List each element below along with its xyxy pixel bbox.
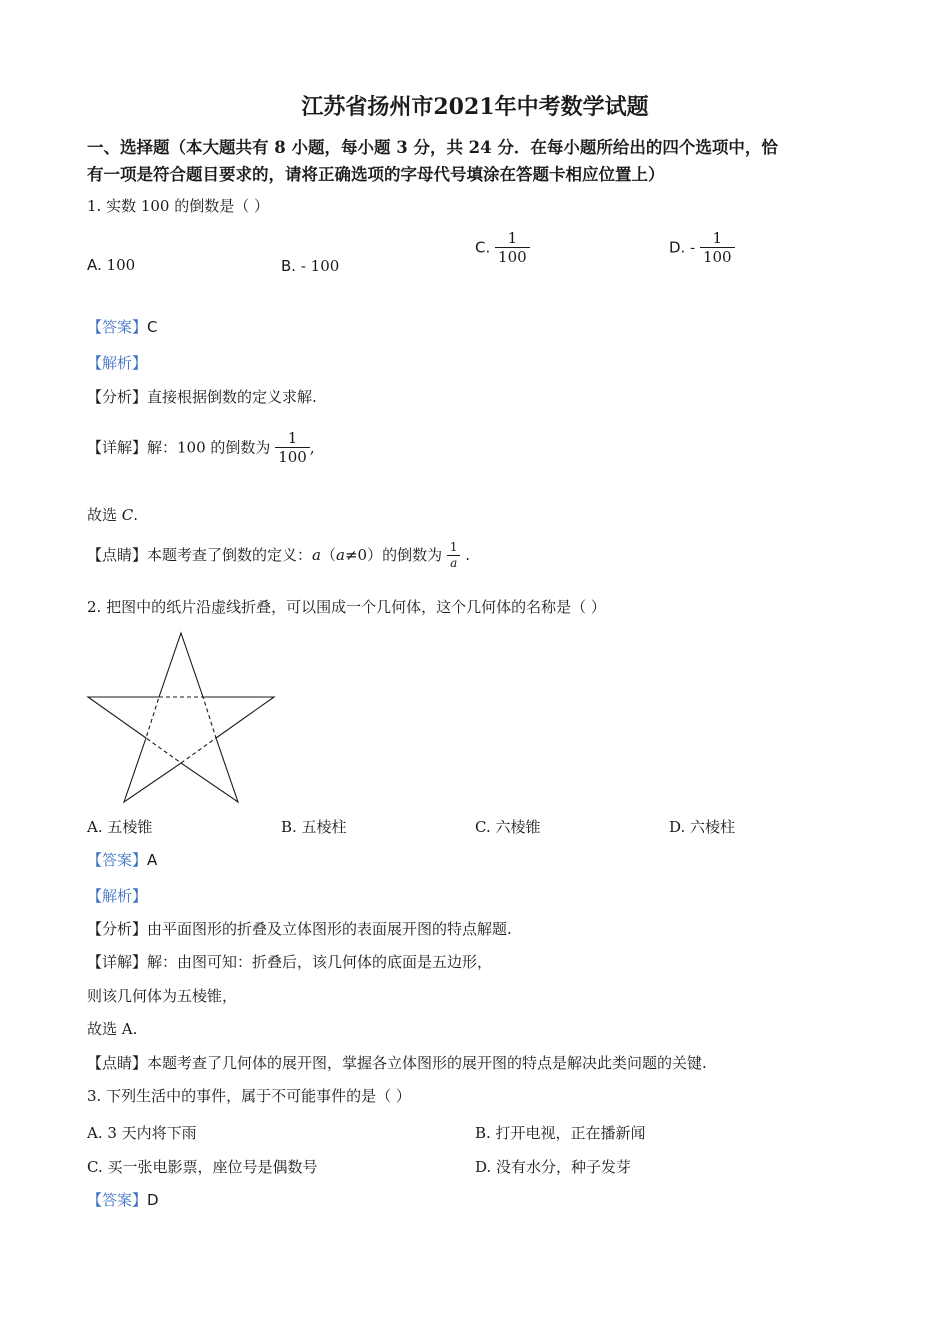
xiangjie-tag: 【详解】	[87, 953, 148, 971]
q2-answer-value: A	[147, 851, 158, 869]
q1-option-d-letter: D.	[669, 238, 686, 257]
q2-xiangjie-line2: 则该几何体为五棱锥，	[87, 987, 238, 1005]
q3-option-a: A. 3 天内将下雨	[87, 1124, 197, 1142]
q2-option-b: B. 五棱柱	[281, 818, 347, 836]
q1-option-d	[669, 230, 735, 267]
q1-dianjing-a: a	[312, 545, 321, 564]
section-heading-line1: 一、选择题（本大题共有 8 小题，每小题 3 分，共 24 分．在每小题所给出的四个选项中，恰	[87, 138, 778, 157]
xiangjie-tag: 【详解】	[87, 438, 148, 457]
q1-stem: 1. 实数 100 的倒数是（ ）	[87, 197, 270, 215]
q1-xiangjie-text: 解：100 的倒数为	[147, 438, 271, 457]
q1-answer-value: C	[147, 318, 158, 336]
star-outline	[88, 633, 274, 802]
q3-option-d: D. 没有水分，种子发芽	[475, 1158, 632, 1176]
q2-dianjing	[87, 1052, 707, 1073]
q1-guxuan-text: 故选	[87, 506, 118, 524]
q1-option-b-letter: B.	[281, 257, 297, 275]
q2-answer	[87, 849, 157, 870]
q1-dianjing-a2: a	[336, 545, 345, 564]
q2-option-a: A. 五棱锥	[87, 818, 153, 836]
q3-option-c: C. 买一张电影票，座位号是偶数号	[87, 1158, 318, 1176]
q1-dianjing-period: .	[465, 545, 471, 564]
section-heading-line2: 有一项是符合题目要求的，请将正确选项的字母代号填涂在答题卡相应位置上）	[87, 165, 665, 184]
q3-stem: 3. 下列生活中的事件，属于不可能事件的是（ ）	[87, 1087, 411, 1105]
q1-option-b	[281, 257, 339, 275]
q3-answer	[87, 1189, 159, 1210]
q3-option-b: B. 打开电视，正在播新闻	[475, 1124, 646, 1142]
q1-analysis-tag: 【解析】	[87, 354, 148, 372]
q1-option-b-value: - 100	[300, 257, 340, 275]
answer-tag: 【答案】	[87, 318, 148, 336]
q1-option-c	[475, 230, 530, 267]
q1-option-c-numerator: 1	[507, 229, 518, 247]
q1-dianjing-text: 本题考查了倒数的定义：	[147, 545, 313, 564]
q1-xiangjie-fraction	[275, 430, 310, 467]
dianjing-tag: 【点睛】	[87, 545, 148, 564]
fenxi-tag: 【分析】	[87, 388, 148, 406]
answer-tag: 【答案】	[87, 851, 148, 869]
q2-dianjing-text: 本题考查了几何体的展开图，掌握各立体图形的展开图的特点是解决此类问题的关键.	[147, 1054, 707, 1072]
q1-guxuan	[87, 504, 138, 525]
star-net-figure	[86, 630, 278, 806]
q1-option-a-value: 100	[106, 256, 136, 274]
q1-dianjing-denominator: a	[447, 555, 460, 571]
dianjing-tag: 【点睛】	[87, 1054, 148, 1072]
q1-dianjing	[87, 541, 470, 571]
q3-answer-value: D	[147, 1191, 159, 1209]
q1-option-a-letter: A.	[87, 256, 102, 274]
star-fold-lines	[146, 697, 216, 763]
q1-guxuan-letter: C	[121, 506, 134, 524]
fenxi-tag: 【分析】	[87, 920, 148, 938]
q1-option-a	[87, 256, 135, 274]
q1-xiangjie-comma: ,	[309, 438, 315, 457]
q1-xiangjie-denominator: 100	[275, 447, 310, 466]
q1-xiangjie	[87, 430, 315, 467]
q1-option-d-sign: -	[690, 238, 696, 257]
q2-fenxi-text: 由平面图形的折叠及立体图形的表面展开图的特点解题.	[147, 920, 512, 938]
q1-option-d-denominator: 100	[700, 247, 735, 266]
q2-option-d: D. 六棱柱	[669, 818, 736, 836]
q1-option-c-fraction	[495, 230, 530, 267]
q1-xiangjie-numerator: 1	[287, 429, 298, 447]
q2-guxuan: 故选 A.	[87, 1020, 138, 1038]
q2-option-c: C. 六棱锥	[475, 818, 541, 836]
q2-fenxi	[87, 918, 512, 939]
q1-option-d-numerator: 1	[712, 229, 723, 247]
q2-stem: 2. 把图中的纸片沿虚线折叠，可以围成一个几何体，这个几何体的名称是（ ）	[87, 598, 606, 616]
q1-dianjing-paren: （	[320, 545, 336, 564]
q1-dianjing-numerator: 1	[449, 540, 458, 554]
q2-xiangjie	[87, 951, 492, 972]
q2-analysis-tag: 【解析】	[87, 887, 148, 905]
q1-guxuan-period: .	[133, 506, 139, 524]
q1-fenxi-text: 直接根据倒数的定义求解.	[147, 388, 317, 406]
q1-dianjing-mid: ≠0）的倒数为	[344, 545, 443, 564]
q1-option-c-letter: C.	[475, 238, 491, 257]
answer-tag: 【答案】	[87, 1191, 148, 1209]
q1-option-d-fraction	[700, 230, 735, 267]
q1-fenxi	[87, 386, 317, 407]
q2-xiangjie-text: 解：由图可知：折叠后，该几何体的底面是五边形，	[147, 953, 493, 971]
page-title: 江苏省扬州市2021年中考数学试题	[301, 94, 649, 120]
q1-dianjing-fraction	[447, 541, 461, 571]
q1-option-c-denominator: 100	[495, 247, 530, 266]
q1-answer	[87, 316, 158, 337]
